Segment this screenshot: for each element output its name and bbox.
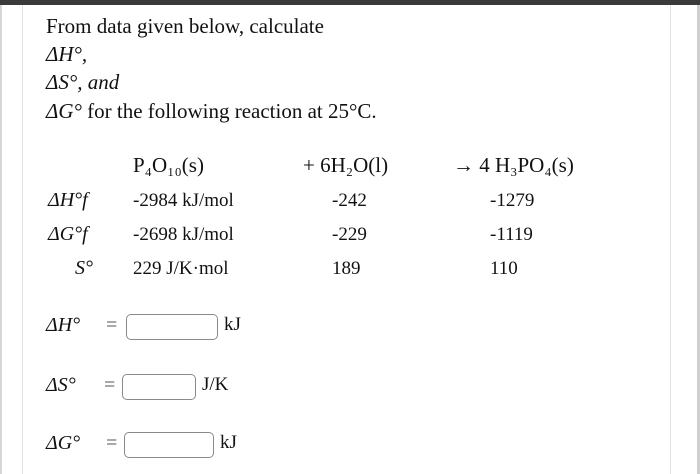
answer-delta-g-unit: kJ — [220, 432, 237, 453]
answer-delta-g-equals: = — [106, 432, 118, 454]
question-delta-s — [46, 70, 119, 95]
row-label-enthalpy: ΔH°f — [48, 189, 88, 211]
question-delta-g-symbol: ΔG° — [46, 99, 82, 123]
row-label-gibbs: ΔG°f — [48, 223, 88, 245]
question-intro: From data given below, calculate — [46, 14, 324, 38]
answer-delta-h-label: ΔH° — [46, 314, 81, 336]
answer-delta-s-label: ΔS° — [46, 374, 76, 396]
cell-entropy-reactant1: 229 J/K·mol — [133, 258, 229, 279]
delta-h-answer-input[interactable] — [126, 314, 218, 340]
cell-entropy-product: 110 — [490, 258, 518, 279]
cell-enthalpy-reactant2: -242 — [332, 190, 367, 211]
delta-g-answer-input[interactable] — [124, 432, 214, 458]
answer-delta-h-unit: kJ — [224, 314, 241, 335]
question-delta-s-text: ΔS°, and — [46, 70, 120, 94]
content-right-border — [670, 5, 671, 474]
row-label-entropy: S° — [75, 257, 93, 279]
reactant-1-formula: P₄O₁₀(s) — [133, 153, 204, 177]
reactant-2-formula: + 6H₂O(l) — [303, 153, 389, 177]
question-delta-h: ΔH°, — [46, 42, 88, 66]
cell-gibbs-product: -1119 — [490, 224, 533, 245]
content-left-border — [22, 5, 23, 474]
cell-entropy-reactant2: 189 — [332, 258, 361, 279]
delta-s-answer-input[interactable] — [122, 374, 196, 400]
cell-gibbs-reactant1: -2698 kJ/mol — [133, 224, 234, 245]
answer-delta-g-label: ΔG° — [46, 432, 81, 454]
left-edge — [0, 5, 2, 474]
question-delta-g-text: for the following reaction at 25°C. — [81, 99, 377, 123]
answer-delta-s-equals: = — [104, 374, 116, 396]
cell-enthalpy-product: -1279 — [490, 190, 535, 211]
question-delta-g — [46, 99, 377, 124]
cell-gibbs-reactant2: -229 — [332, 224, 367, 245]
product-formula: → 4 H₃PO₄(s) — [453, 153, 574, 177]
answer-delta-h-equals: = — [106, 314, 118, 336]
answer-delta-s-unit: J/K — [202, 374, 229, 395]
cell-enthalpy-reactant1: -2984 kJ/mol — [133, 190, 234, 211]
window-top-bar — [0, 0, 700, 5]
